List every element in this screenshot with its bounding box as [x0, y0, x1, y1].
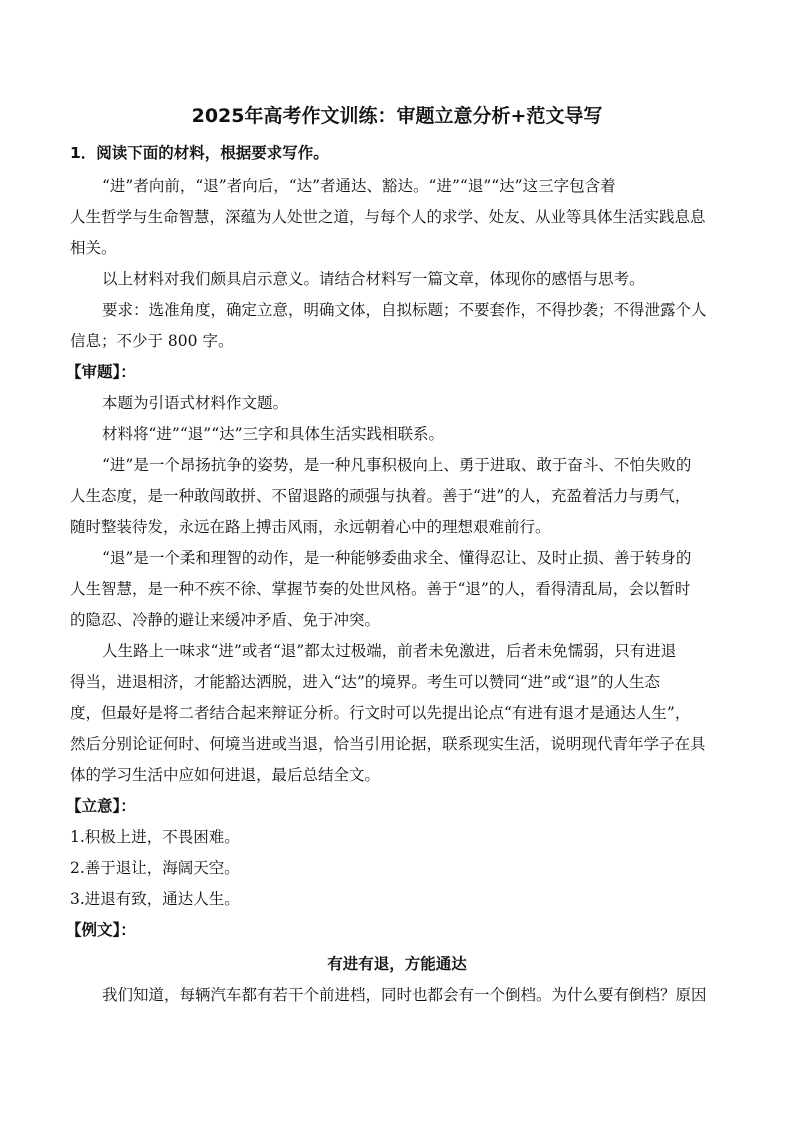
- theme-item: 3.进退有致，通达人生。: [70, 890, 240, 908]
- analysis-line: 得当，进退相济，才能豁达洒脱，进入“达”的境界。考生可以赞同“进”或“退”的人生态: [70, 673, 661, 691]
- material-line: 人生哲学与生命智慧，深蕴为人处世之道，与每个人的求学、处友、从业等具体生活实践息息: [70, 208, 706, 226]
- requirement-line: 信息；不少于 800 字。: [70, 332, 234, 350]
- theme-item: 2.善于退让，海阔天空。: [70, 859, 240, 877]
- analysis-line: 材料将“进”“退”“达”三字和具体生活实践相联系。: [102, 425, 445, 443]
- essay-first-line: 我们知道，每辆汽车都有若干个前进档，同时也都会有一个倒档。为什么要有倒档？原因: [102, 986, 707, 1004]
- analysis-line: 随时整装待发，永远在路上搏击风雨，永远朝着心中的理想艰难前行。: [70, 518, 551, 536]
- analysis-line: 人生态度，是一种敢闯敢拼、不留退路的顽强与执着。善于“进”的人，充盈着活力与勇气，: [70, 487, 691, 505]
- question-heading: 1．阅读下面的材料，根据要求写作。: [70, 144, 329, 162]
- theme-heading: 【立意】：: [66, 797, 136, 815]
- theme-item: 1.积极上进，不畏困难。: [70, 828, 240, 846]
- analysis-line: 本题为引语式材料作文题。: [102, 394, 289, 412]
- analysis-line: “进”是一个昂扬抗争的姿势，是一种凡事积极向上、勇于进取、敢于奋斗、不怕失败的: [102, 456, 692, 474]
- analysis-line: 人生智慧，是一种不疾不徐、掌握节奏的处世风格。善于“退”的人，看得清乱局，会以暂时: [70, 580, 691, 598]
- page-title: 2025年高考作文训练：审题立意分析+范文导写: [191, 105, 603, 127]
- analysis-line: 的隐忍、冷静的避让来缓冲矛盾、免于冲突。: [70, 611, 381, 629]
- analysis-heading: 【审题】：: [66, 363, 136, 381]
- analysis-line: 度，但最好是将二者结合起来辩证分析。行文时可以先提出论点“有进有退才是通达人生”，: [70, 704, 691, 722]
- instruction-text: 以上材料对我们颇具启示意义。请结合材料写一篇文章，体现你的感悟与思考。: [102, 270, 645, 288]
- analysis-line: “退”是一个柔和理智的动作，是一种能够委曲求全、懂得忍让、及时止损、善于转身的: [102, 549, 692, 567]
- essay-title: 有进有退，方能通达: [327, 955, 467, 973]
- analysis-line: 人生路上一味求“进”或者“退”都太过极端，前者未免激进，后者未免懦弱，只有进退: [102, 642, 677, 660]
- requirement-line: 要求：选准角度，确定立意，明确文体，自拟标题；不要套作，不得抄袭；不得泄露个人: [102, 301, 707, 319]
- example-heading: 【例文】：: [66, 921, 136, 939]
- material-line: 相关。: [70, 239, 117, 257]
- analysis-line: 然后分别论证何时、何境当进或当退，恰当引用论据，联系现实生活，说明现代青年学子在具: [70, 735, 706, 753]
- analysis-line: 体的学习生活中应如何进退，最后总结全文。: [70, 766, 381, 784]
- material-line: “进”者向前，“退”者向后，“达”者通达、豁达。“进”“退”“达”这三字包含着: [102, 177, 616, 195]
